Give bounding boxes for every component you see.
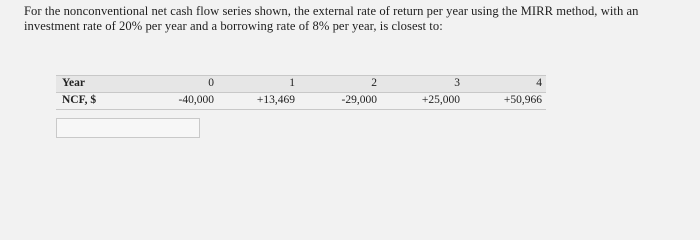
year-label: Year [62,77,85,89]
year-cell-2: 2 [371,77,377,89]
table-row-year [56,76,546,92]
table-row-ncf [56,93,546,108]
ncf-label: NCF, $ [62,94,97,106]
cash-flow-table [56,73,546,113]
ncf-cell-1: +13,469 [256,94,295,106]
year-cell-3: 3 [454,77,460,89]
ncf-cell-3: +25,000 [421,94,460,106]
question-text: For the nonconventional net cash flow series shown, the external rate of return per year using the MIRR method, with an investment rate of 20% per year and a borrowing rate of 8% per year, is closest to: [24,4,639,33]
ncf-cell-0: -40,000 [178,94,214,106]
year-cell-4: 4 [536,77,542,89]
year-cell-0: 0 [208,77,214,89]
table-bottom-border [56,109,546,110]
answer-input[interactable] [56,118,200,138]
year-cell-1: 1 [289,77,295,89]
ncf-cell-2: -29,000 [341,94,377,106]
ncf-cell-4: +50,966 [503,94,542,106]
